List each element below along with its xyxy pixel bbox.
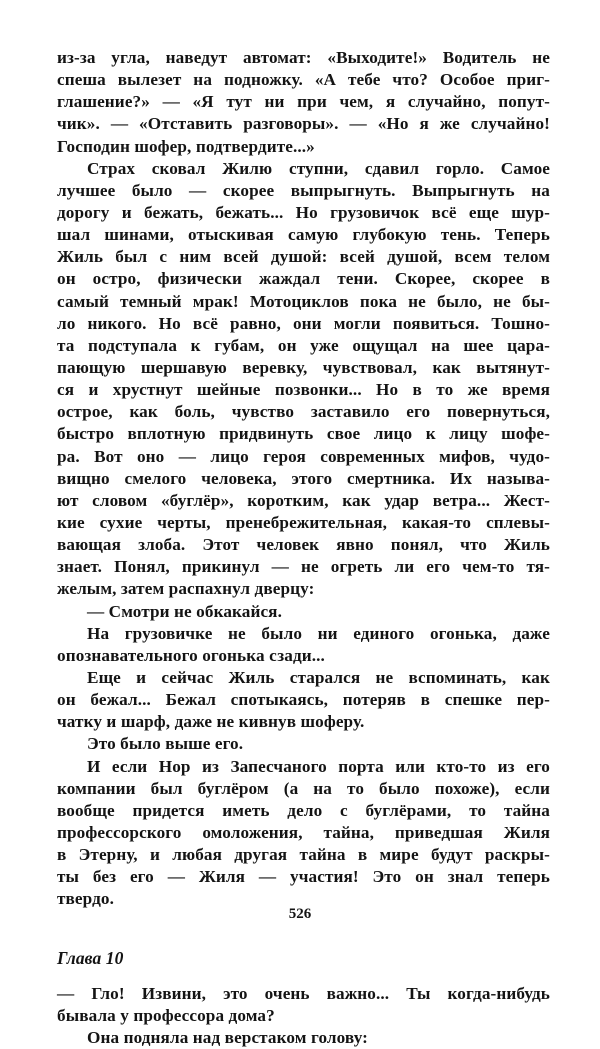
text-line: ют словом «буглёр», коротким, как удар ветра... Жест- [57,490,550,510]
text-line: чик». — «Отставить разговоры». — «Но я же случайно! [57,114,550,134]
paragraph [57,47,550,158]
paragraph [57,1027,550,1049]
text-block-before-chapter [57,47,550,910]
text-line: он остро, физически жаждал тени. Скорее, скорее в [57,269,550,289]
text-line: твердо. [57,889,114,909]
chapter-heading: Глава 10 [57,948,124,969]
text-block-after-chapter [57,983,550,1049]
text-line: На грузовичке не было ни единого огонька, даже [87,623,550,643]
text-line: знает. Понял, прикинул — не огреть ли его чем-то тя- [57,557,550,577]
text-line: — Гло! Извини, это очень важно... Ты когда-нибудь [57,983,550,1003]
page-number: 526 [288,906,312,922]
paragraph [57,623,550,667]
paragraph [57,667,550,733]
text-line: шал шинами, отыскивая самую глубокую тень. Теперь [57,225,550,245]
book-page-body [57,47,550,1049]
text-line: быстро вплотную придвинуть свое лицо к лицу шофе- [57,424,550,444]
text-line: чатку и шарф, даже не кивнув шоферу. [57,712,365,732]
text-line: Страх сковал Жилю ступни, сдавил горло. Самое [87,158,550,178]
text-line: профессорского омоложения, тайна, приведшая Жиля [57,822,550,842]
text-line: ся и хрустнут шейные позвонки... Но в то же время [57,380,550,400]
text-line: в Этерну, и любая другая тайна в мире будут раскры- [57,845,550,865]
text-line: — Смотри не обкакайся. [87,601,282,621]
text-line: самый темный мрак! Мотоциклов пока не было, не бы- [57,291,550,311]
text-line: компании был буглёром (а на то было похоже), если [57,778,550,798]
paragraph [57,756,550,911]
text-line: глашение?» — «Я тут ни при чем, я случайно, попут- [57,92,550,112]
paragraph [57,158,550,601]
text-line: желым, затем распахнул дверцу: [57,579,315,599]
text-line: вающая злоба. Этот человек явно понял, что Жиль [57,535,550,555]
text-line: кие сухие черты, пренебрежительная, какая-то сплевы- [57,512,550,532]
text-line: Жиль был с ним всей душой: всей душой, всем телом [57,247,550,267]
text-line: И если Нор из Запесчаного порта или кто-то из его [87,756,550,776]
text-line: острое, как боль, чувство заставило его повернуться, [57,402,550,422]
text-line: ты без его — Жиля — участия! Это он знал теперь [57,867,550,887]
paragraph [57,601,550,623]
text-line: Еще и сейчас Жиль старался не вспоминать, как [87,667,550,687]
text-line: Это было выше его. [87,734,244,754]
text-line: опознавательного огонька сзади... [57,645,325,665]
text-line: спеша вылезет на подножку. «А тебе что? Особое приг- [57,70,550,90]
text-line: Господин шофер, подтвердите...» [57,136,315,156]
text-line: лучшее было — скорее выпрыгнуть. Выпрыгнуть на [57,180,550,200]
text-line: вищно смелого человека, этого смертника. Их называ- [57,468,550,488]
text-line: из-за угла, наведут автомат: «Выходите!» Водитель не [57,48,550,67]
text-line: та подступала к губам, он уже ощущал на шее цара- [57,335,550,355]
text-line: бывала у профессора дома? [57,1005,275,1025]
paragraph [57,733,550,755]
text-line: пающую шершавую веревку, чувствовал, как вытянут- [57,357,550,377]
paragraph [57,983,550,1027]
text-line: вообще придется иметь дело с буглёрами, то тайна [57,800,550,820]
text-line: он бежал... Бежал спотыкаясь, потеряв в спешке пер- [57,690,550,710]
text-line: дорогу и бежать, бежать... Но грузовичок всё еще шур- [57,202,550,222]
text-line: ра. Вот оно — лицо героя современных мифов, чудо- [57,446,550,466]
text-line: ло никого. Но всё равно, они могли появиться. Тошно- [57,313,550,333]
text-line: Она подняла над верстаком голову: [87,1027,369,1047]
